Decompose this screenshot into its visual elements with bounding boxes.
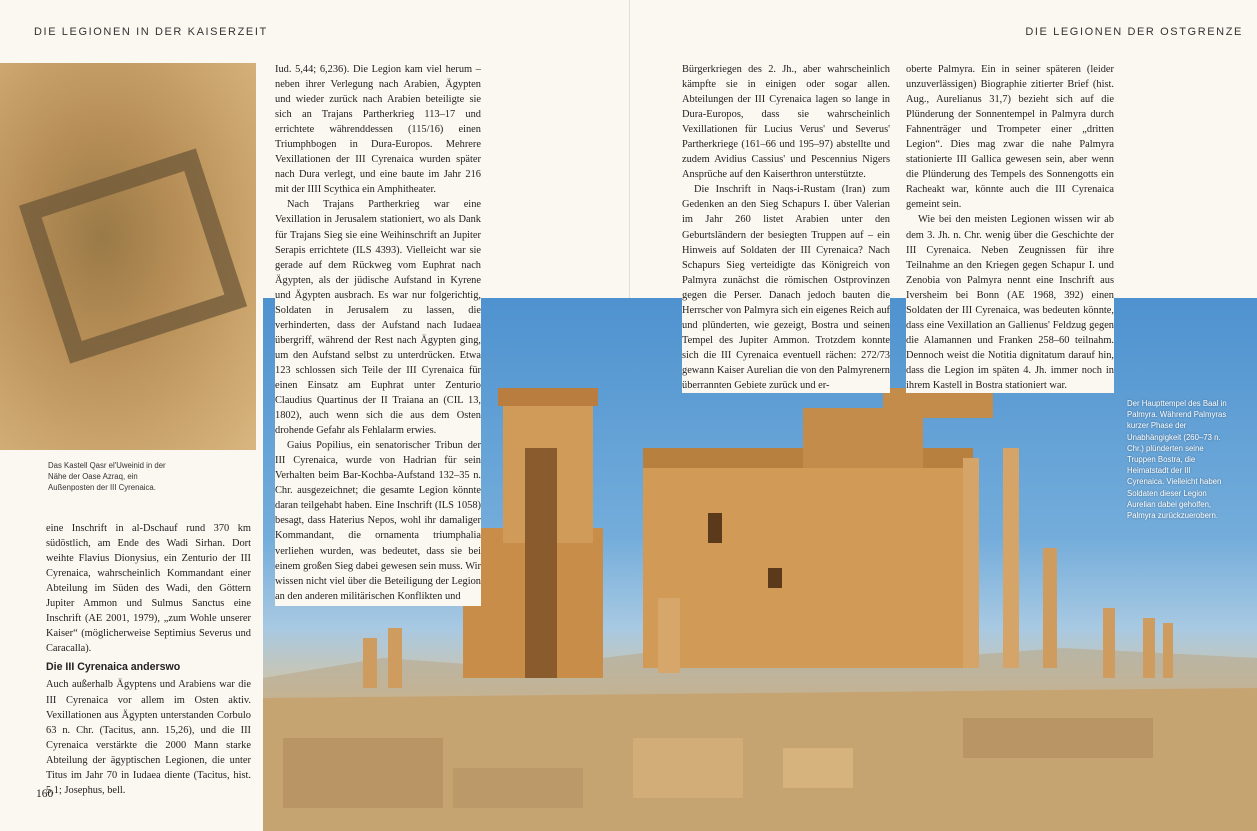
text-column-4 bbox=[906, 62, 1114, 393]
page-number: 160 bbox=[36, 788, 54, 800]
col2-paragraph-2: Nach Trajans Partherkrieg war eine Vexillation in Jerusalem stationiert, wo als Dank für Trajans Sieg sie eine Weihinschrift an Jupiter Serapis errichtete (ILS 4393). Vielleicht war sie gerade auf dem Rückweg vom Euphrat nach Ägypten, als der jüdische Aufstand in Kyrene und Ägypten ausbrach. Es war nur folgerichtig, Soldaten in Jerusalem zu lassen, die verhinderten, dass der Aufstand nach Iudaea übergriff, während der Rest nach Ägypten ging, um den Aufstand selbst zu unterdrücken. Etwa 123 schlossen sich Teile der III Cyrenaica für einen Einsatz am Euphrat unter Zenturio Claudius Quartinus der II Traiana an (CIL 13, 1802), auch wenn sich die aus dem Osten drohende Gefahr als Fehlalarm erwies. bbox=[275, 199, 481, 437]
caption-aerial: Das Kastell Qasr el'Uweinid in der Nähe der Oase Azraq, ein Außenposten der III Cyrenaica. bbox=[48, 461, 166, 493]
fort-outline bbox=[19, 148, 247, 363]
col1-paragraph-2: Auch außerhalb Ägyptens und Arabiens war die III Cyrenaica vor allem im Osten aktiv. Vexillationen aus Ägypten unterstanden Corbulo 63 n. Chr. (Tacitus, ann. 15,26), und die III Cyrenaica verstärkte die 2000 Mann starke Abteilung der ägyptischen Legionen, die unter Titus im Jahr 70 in Iudaea diente (Tacitus, hist. 5,1; Josephus, bell. bbox=[46, 679, 251, 796]
text-column-2 bbox=[275, 62, 481, 606]
col2-paragraph-1: Iud. 5,44; 6,236). Die Legion kam viel herum – neben ihrer Verlegung nach Arabien, Ägypten und wieder zurück nach Arabien beteiligte sie sich an Trajans Partherkrieg 113–17 und errichtete währenddessen (115/16) einen Triumphbogen in Dura-Europos. Mehrere Vexillationen der III Cyrenaica wurden später nach Dura verlegt, und eine baute im Jahr 216 mit der IIII Scythica ein Amphitheater. bbox=[275, 64, 481, 196]
running-header-right: DIE LEGIONEN DER OSTGRENZE bbox=[1025, 26, 1243, 38]
text-column-1 bbox=[46, 521, 251, 798]
text-column-3 bbox=[682, 62, 890, 393]
col3-paragraph-1: Bürgerkriegen des 2. Jh., aber wahrscheinlich kämpfte sie in einigen oder sogar allen. Abteilungen der III Cyrenaica lagen so lange in Dura-Europos, dass sie wahrscheinlich Vexillationen für Lucius Verus' und Severus' Partherkriege (161–66 und 195–97) abstellte und zudem Avidius Cassius' und Pescennius Nigers Ansprüche auf den Kaiserthron unterstützte. bbox=[682, 64, 890, 181]
caption-temple: Der Haupttempel des Baal in Palmyra. Während Palmyras kurzer Phase der Unabhängigkeit (260–73 n. Chr.) plünderten seine Truppen Bostra, die Heimatstadt der III Cyrenaica. Vielleicht haben Soldaten dieser Legion Aurelian dabei geholfen, Palmyra zurückzuerobern. bbox=[1127, 399, 1227, 521]
col4-paragraph-2: Wie bei den meisten Legionen wissen wir ab dem 3. Jh. n. Chr. wenig über die Geschichte der III Cyrenaica. Neben Zeugnissen für ihre Teilnahme an den Kriegen gegen Schapur I. und Zenobia von Palmyra nennt eine Inschrift aus Iversheim bei Bonn (AE 1968, 392) einen Soldaten der III Cyrenaica, was bedeuten könnte, dass eine Vexillation an Gallienus' Feldzug gegen die Alamannen und Franken 258–60 teilnahm. Dennoch weist die Notitia dignitatum darauf hin, dass die Legion im späten 4. Jh. immer noch in ihrem Kastell in Bostra stationiert war. bbox=[906, 214, 1114, 391]
col1-paragraph-1: eine Inschrift in al-Dschauf rund 370 km südöstlich, am Ende des Wadi Sirhan. Dort weihte Flavius Dionysius, ein Zenturio der III Cyrenaica, wahrscheinlich Kommandant einer Abteilung im Süden des Wadi, den Göttern Jupiter Ammon und Sulmus Sanctus eine Inschrift (AE 2001, 1979), „zum Wohle unserer Kaiser“ (möglicherweise Septimius Severus und Caracalla). bbox=[46, 523, 251, 655]
col2-paragraph-3: Gaius Popilius, ein senatorischer Tribun der III Cyrenaica, wurde von Hadrian für sein Verhalten beim Bar-Kochba-Aufstand 132–35 n. Chr. ausgezeichnet; die gesamte Legion könnte daran teilgehabt haben. Eine Inschrift (ILS 1058) besagt, dass Haterius Nepos, wohl ihr damaliger Kommandant, die ornamenta triumphalia verliehen wurden, was bedeutet, dass sie bei einem großen Sieg dabei gewesen sein muss. Wir wissen nicht viel über die Beteiligung der Legion an den anderen militärischen Konflikten und bbox=[275, 440, 481, 602]
col3-paragraph-2: Die Inschrift in Naqs-i-Rustam (Iran) zum Gedenken an den Sieg Schapurs I. über Valerian im Jahr 260 listet Arabien unter den Geburtsländern der besiegten Truppen auf – ein Hinweis auf Soldaten der III Cyrenaica? Nach Schapurs Sieg verteidigte das Königreich von Palmyra zunächst die römischen Ostprovinzen gegen die Perser. Danach jedoch bauten die Herrscher von Palmyra sich ein eigenes Reich auf und plünderten, wie gezeigt, Bostra und seinen Tempel des Jupiter Ammon. Trotzdem konnte sich die III Cyrenaica eventuell rächen: 272/73 gewann Kaiser Aurelian die von den Palmyrenern überrannten Gebiete zurück und er- bbox=[682, 184, 890, 391]
col4-paragraph-1: oberte Palmyra. Ein in seiner späteren (leider unzuverlässigen) Biographie zitierter Brief (hist. Aug., Aurelianus 31,7) bezieht sich auf die Plünderung der Sonnentempel in Palmyra durch Fahnenträger und Trompeter einer „dritten Legion“. Dies mag zwar die nahe Palmyra stationierte III Gallica gewesen sein, aber wenn die Plünderung des Tempels des Sonnengotts ein Racheakt war, könnte auch die III Cyrenaica gemeint sein. bbox=[906, 64, 1114, 211]
section-heading: Die III Cyrenaica anderswo bbox=[46, 661, 181, 674]
running-header-left: DIE LEGIONEN IN DER KAISERZEIT bbox=[34, 26, 268, 38]
aerial-fort-photo bbox=[0, 63, 256, 450]
